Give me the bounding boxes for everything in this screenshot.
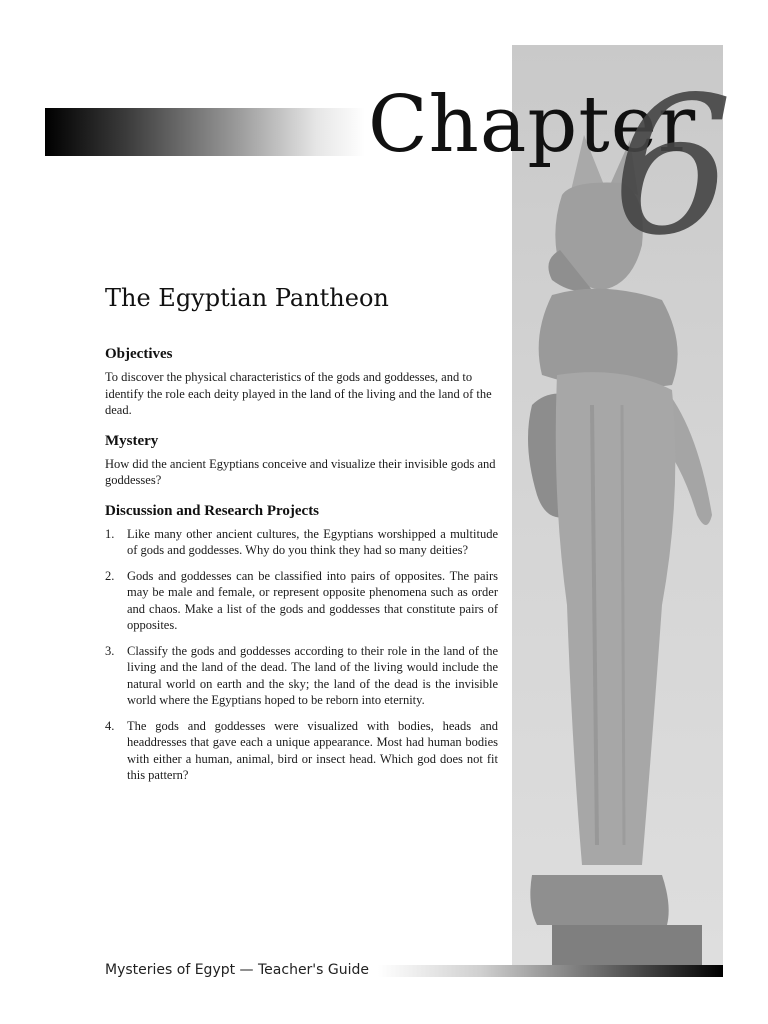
header-gradient-bar (45, 108, 365, 156)
list-item-number: 3. (105, 643, 115, 658)
mystery-section (105, 433, 498, 489)
footer-gradient-bar (378, 965, 723, 977)
list-item-number: 2. (105, 568, 115, 583)
list-item (105, 643, 498, 709)
list-item-text: The gods and goddesses were visualized with bodies, heads and headdresses that gave each a unique appearance. Most had human bodies with either a human, animal, bird or insect head. Which god does not fit this pattern? (127, 718, 498, 782)
main-content (105, 284, 498, 793)
list-item-number: 4. (105, 718, 115, 733)
objectives-heading: Objectives (105, 346, 173, 362)
chapter-word: Chapter (368, 80, 697, 170)
projects-section (105, 503, 498, 784)
objectives-text: To discover the physical characteristics of the gods and goddesses, and to identify the role each deity played in the land of the living and the land of the dead. (105, 370, 492, 417)
list-item-text: Like many other ancient cultures, the Egyptians worshipped a multitude of gods and goddesses. Why do you think they had so many deities? (127, 526, 498, 557)
list-item (105, 718, 498, 784)
objectives-section (105, 346, 498, 419)
list-item (105, 568, 498, 634)
chapter-number: 6 (612, 56, 733, 277)
projects-heading: Discussion and Research Projects (105, 502, 320, 519)
list-item (105, 526, 498, 559)
mystery-text: How did the ancient Egyptians conceive and visualize their invisible gods and goddesses? (105, 456, 496, 487)
list-item-text: Classify the gods and goddesses according to their role in the land of the living and the land of the dead. The land of the living would include the natural world on earth and the sky; the land of the dead is the invisible world where the Egyptians hoped to be reborn into eternity. (127, 643, 498, 707)
footer-title: Mysteries of Egypt — Teacher's Guide (105, 962, 370, 978)
page-title: The Egyptian Pantheon (105, 284, 389, 312)
mystery-heading: Mystery (105, 432, 159, 449)
projects-list (105, 526, 498, 784)
list-item-number: 1. (105, 526, 115, 541)
list-item-text: Gods and goddesses can be classified into pairs of opposites. The pairs may be male and female, or represent opposite phenomena such as order and chaos. Make a list of the gods and goddesses that constitute pairs of opposites. (127, 568, 498, 632)
